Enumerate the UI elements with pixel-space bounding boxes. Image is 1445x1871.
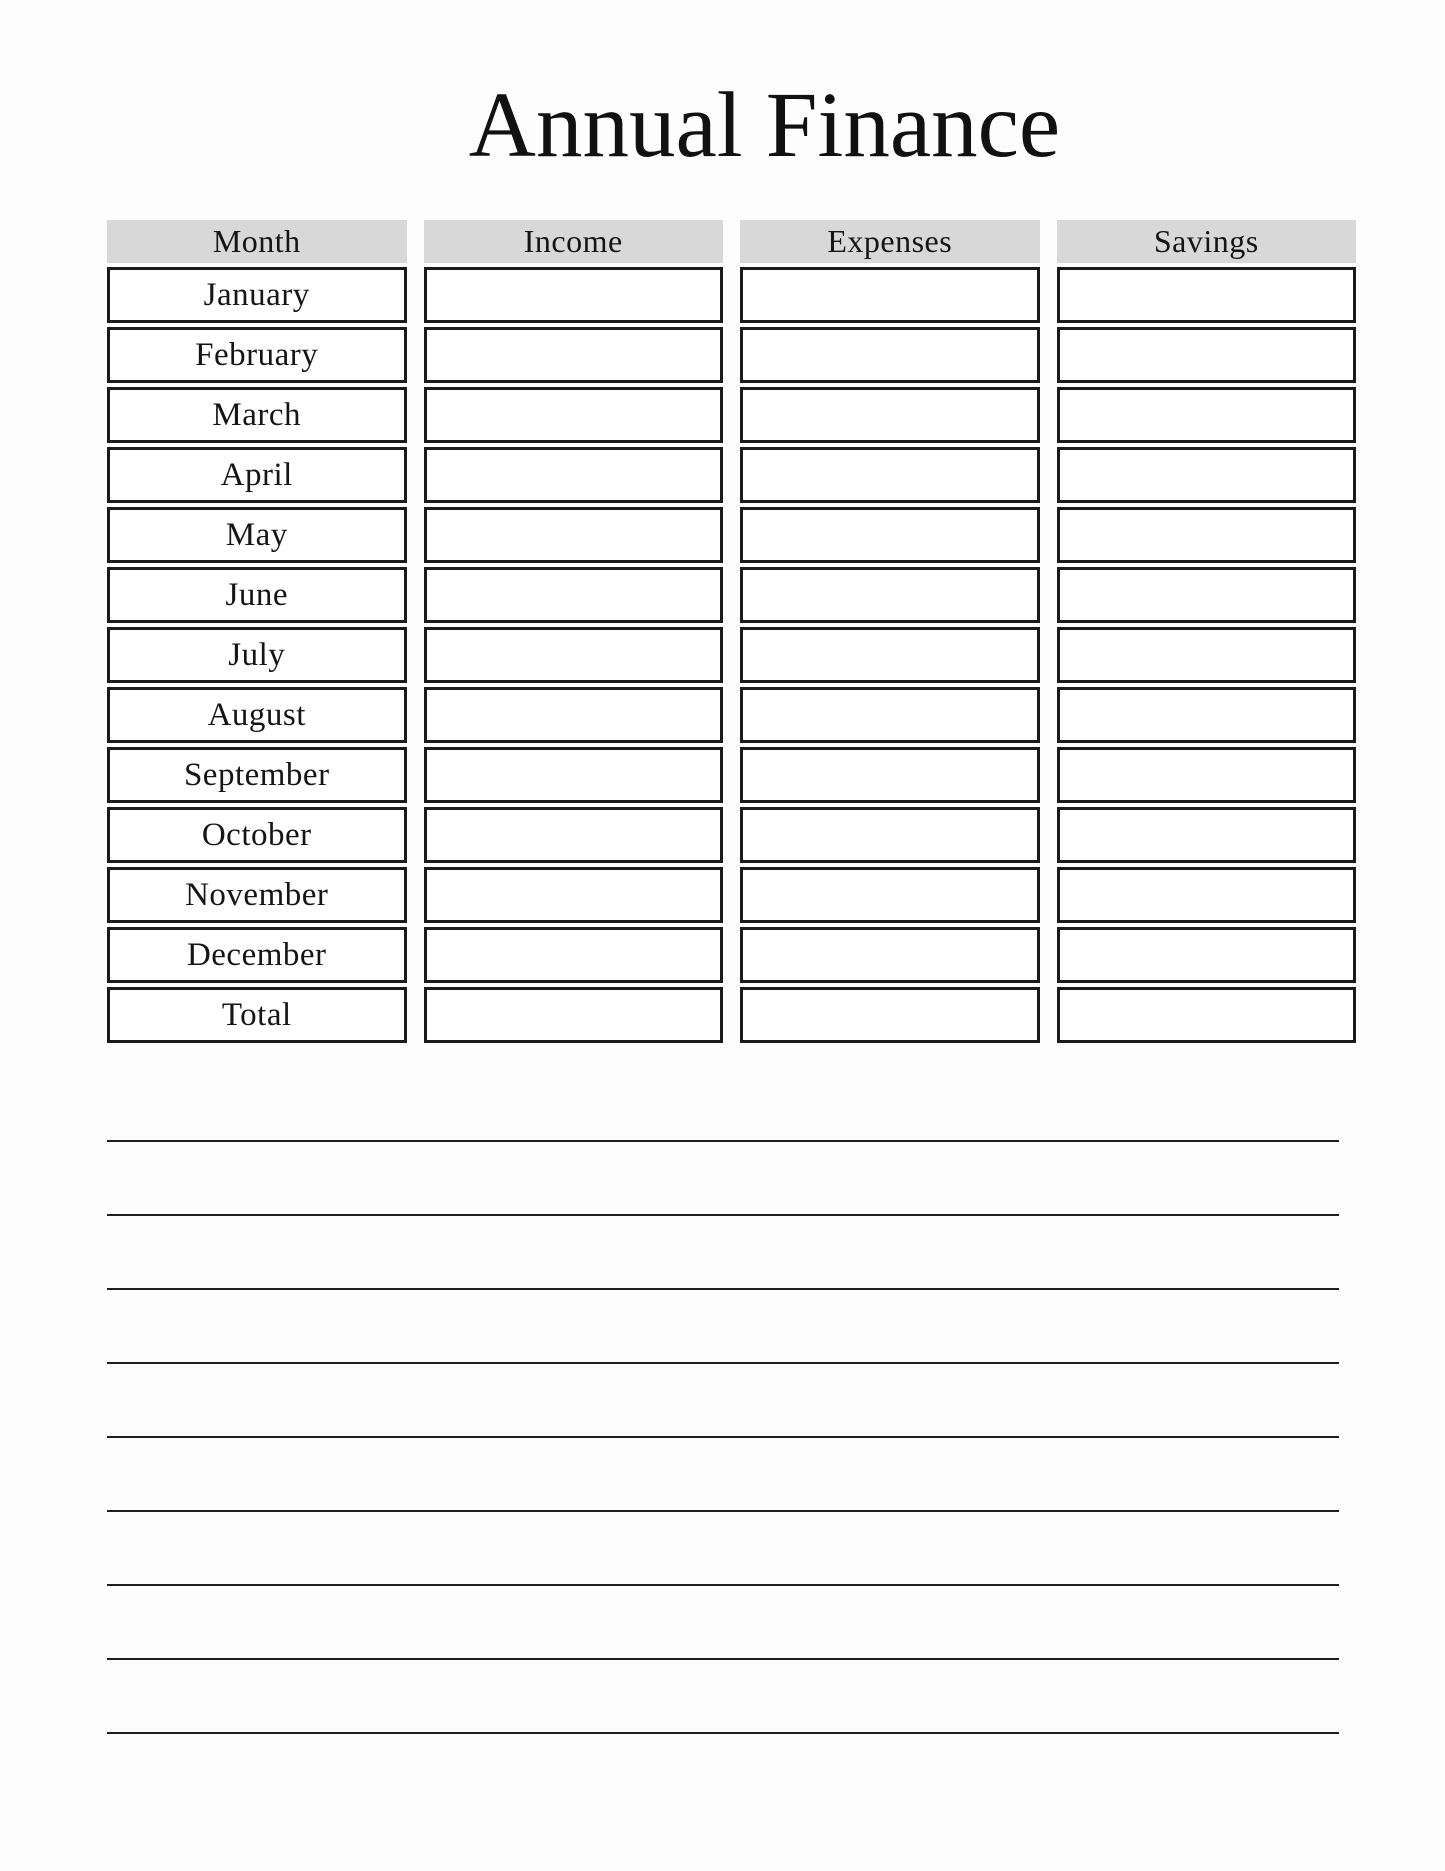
expenses-cell[interactable]	[740, 567, 1040, 623]
income-cell[interactable]	[424, 807, 724, 863]
expenses-cell[interactable]	[740, 867, 1040, 923]
savings-cell[interactable]	[1057, 387, 1357, 443]
expenses-cell[interactable]	[740, 927, 1040, 983]
month-cell: Total	[107, 987, 407, 1043]
expenses-cell[interactable]	[740, 447, 1040, 503]
month-cell: July	[107, 627, 407, 683]
column-savings	[1057, 220, 1357, 1043]
finance-table	[107, 220, 1356, 1043]
note-line	[107, 1288, 1339, 1290]
expenses-cell[interactable]	[740, 387, 1040, 443]
savings-cell[interactable]	[1057, 447, 1357, 503]
month-cell: August	[107, 687, 407, 743]
savings-cell[interactable]	[1057, 687, 1357, 743]
income-cell[interactable]	[424, 747, 724, 803]
column-header-savings: Savings	[1057, 220, 1357, 263]
note-line	[107, 1214, 1339, 1216]
income-cell[interactable]	[424, 627, 724, 683]
note-line	[107, 1362, 1339, 1364]
note-line	[107, 1732, 1339, 1734]
column-header-expenses: Expenses	[740, 220, 1040, 263]
month-cell: September	[107, 747, 407, 803]
savings-cell[interactable]	[1057, 627, 1357, 683]
income-cell[interactable]	[424, 687, 724, 743]
note-line	[107, 1436, 1339, 1438]
income-cell[interactable]	[424, 387, 724, 443]
savings-cell[interactable]	[1057, 747, 1357, 803]
column-month	[107, 220, 407, 1043]
savings-cell[interactable]	[1057, 507, 1357, 563]
income-cell[interactable]	[424, 507, 724, 563]
savings-cell[interactable]	[1057, 987, 1357, 1043]
column-income	[424, 220, 724, 1043]
column-header-month: Month	[107, 220, 407, 263]
income-cell[interactable]	[424, 927, 724, 983]
income-cell[interactable]	[424, 867, 724, 923]
expenses-cell[interactable]	[740, 687, 1040, 743]
note-line	[107, 1140, 1339, 1142]
savings-cell[interactable]	[1057, 567, 1357, 623]
month-cell: February	[107, 327, 407, 383]
note-line	[107, 1510, 1339, 1512]
expenses-cell[interactable]	[740, 507, 1040, 563]
note-line	[107, 1584, 1339, 1586]
column-header-income: Income	[424, 220, 724, 263]
expenses-cell[interactable]	[740, 327, 1040, 383]
income-cell[interactable]	[424, 267, 724, 323]
savings-cell[interactable]	[1057, 327, 1357, 383]
savings-cell[interactable]	[1057, 807, 1357, 863]
income-cell[interactable]	[424, 327, 724, 383]
month-cell: June	[107, 567, 407, 623]
income-cell[interactable]	[424, 447, 724, 503]
month-cell: March	[107, 387, 407, 443]
expenses-cell[interactable]	[740, 747, 1040, 803]
savings-cell[interactable]	[1057, 927, 1357, 983]
column-expenses	[740, 220, 1040, 1043]
income-cell[interactable]	[424, 567, 724, 623]
month-cell: October	[107, 807, 407, 863]
month-cell: November	[107, 867, 407, 923]
income-cell[interactable]	[424, 987, 724, 1043]
month-cell: May	[107, 507, 407, 563]
expenses-cell[interactable]	[740, 627, 1040, 683]
month-cell: April	[107, 447, 407, 503]
month-cell: January	[107, 267, 407, 323]
month-cell: December	[107, 927, 407, 983]
expenses-cell[interactable]	[740, 987, 1040, 1043]
note-line	[107, 1658, 1339, 1660]
page-title: Annual Finance	[468, 74, 1061, 177]
savings-cell[interactable]	[1057, 867, 1357, 923]
expenses-cell[interactable]	[740, 267, 1040, 323]
savings-cell[interactable]	[1057, 267, 1357, 323]
expenses-cell[interactable]	[740, 807, 1040, 863]
